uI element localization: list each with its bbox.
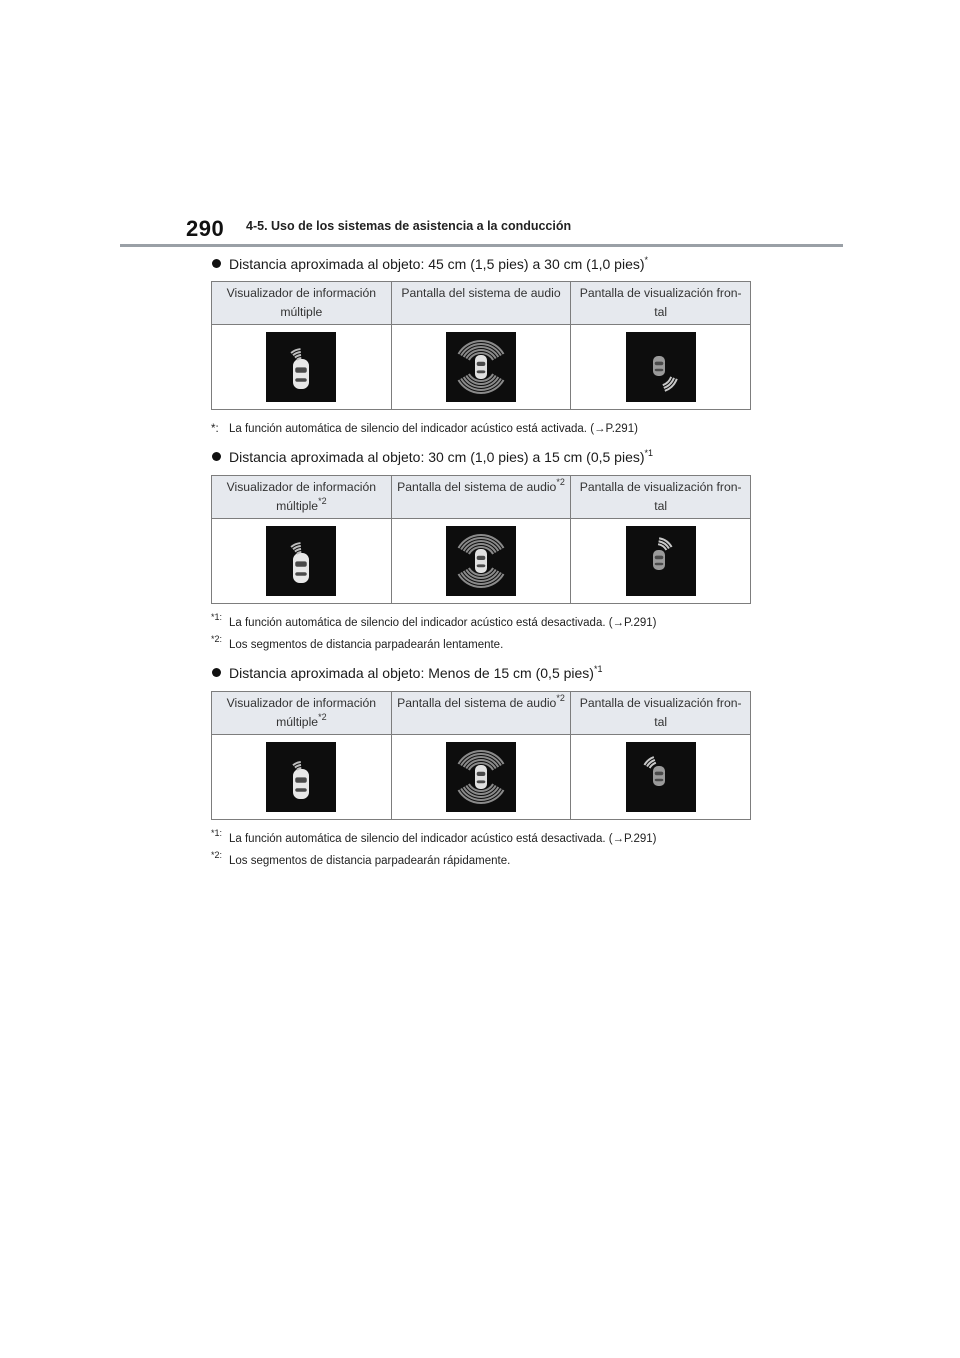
cell-multi-info bbox=[212, 325, 392, 410]
cell-audio bbox=[391, 519, 571, 604]
display-table-1 bbox=[211, 281, 751, 410]
cell-multi-info bbox=[212, 735, 392, 820]
footnote: $^{*2:}$ Los segmentos de distancia parpadearán rápidamente. bbox=[211, 850, 511, 867]
car-sensor-hud-icon bbox=[626, 742, 696, 812]
cell-multi-info bbox=[212, 519, 392, 604]
section-title: 4-5. Uso de los sistemas de asistencia a la conducción bbox=[246, 219, 572, 233]
car-sensor-surround-icon bbox=[446, 742, 516, 812]
car-sensor-front-left-icon bbox=[266, 742, 336, 812]
footnote: $^{*1:}$ La función automática de silencio del indicador acústico está desactivada. (→P.291) bbox=[211, 828, 657, 845]
footnote: $^{*1:}$ La función automática de silencio del indicador acústico está desactivada. (→P.291) bbox=[211, 612, 657, 629]
car-sensor-front-left-icon bbox=[266, 332, 336, 402]
display-table-3 bbox=[211, 691, 751, 820]
section-1-heading: Distancia aproximada al objeto: 45 cm (1,5 pies) a 30 cm (1,0 pies)* bbox=[212, 256, 648, 272]
page-number: 290 bbox=[186, 216, 225, 241]
footnote: *: La función automática de silencio del indicador acústico está activada. (→P.291) bbox=[211, 423, 638, 435]
display-table-2 bbox=[211, 475, 751, 604]
bullet-icon bbox=[212, 259, 221, 268]
car-sensor-front-left-icon bbox=[266, 526, 336, 596]
column-header-hud: Pantalla de visualización fron-tal bbox=[571, 282, 751, 325]
column-header-audio: Pantalla del sistema de audio$^{*2}$ bbox=[391, 692, 571, 735]
car-sensor-hud-icon bbox=[626, 526, 696, 596]
column-header-audio: Pantalla del sistema de audio$^{*2}$ bbox=[391, 476, 571, 519]
cell-hud bbox=[571, 735, 751, 820]
bullet-icon bbox=[212, 668, 221, 677]
column-header-multi-info: Visualizador de información múltiple$^{*2}$ bbox=[212, 692, 392, 735]
column-header-multi-info: Visualizador de información múltiple$^{*2}$ bbox=[212, 476, 392, 519]
column-header-hud: Pantalla de visualización fron-tal bbox=[571, 692, 751, 735]
car-sensor-surround-icon bbox=[446, 526, 516, 596]
section-3-heading: Distancia aproximada al objeto: Menos de 15 cm (0,5 pies)$^{*1}$ bbox=[212, 665, 602, 681]
cell-audio bbox=[391, 325, 571, 410]
column-header-multi-info: Visualizador de información múltiple bbox=[212, 282, 392, 325]
cell-hud bbox=[571, 519, 751, 604]
footnote: $^{*2:}$ Los segmentos de distancia parpadearán lentamente. bbox=[211, 634, 504, 651]
column-header-hud: Pantalla de visualización fron-tal bbox=[571, 476, 751, 519]
column-header-audio: Pantalla del sistema de audio bbox=[391, 282, 571, 325]
cell-audio bbox=[391, 735, 571, 820]
car-sensor-hud-icon bbox=[626, 332, 696, 402]
car-sensor-surround-icon bbox=[446, 332, 516, 402]
section-2-heading: Distancia aproximada al objeto: 30 cm (1,0 pies) a 15 cm (0,5 pies)$^{*1}$ bbox=[212, 449, 653, 465]
cell-hud bbox=[571, 325, 751, 410]
bullet-icon bbox=[212, 452, 221, 461]
header-rule bbox=[120, 244, 843, 247]
